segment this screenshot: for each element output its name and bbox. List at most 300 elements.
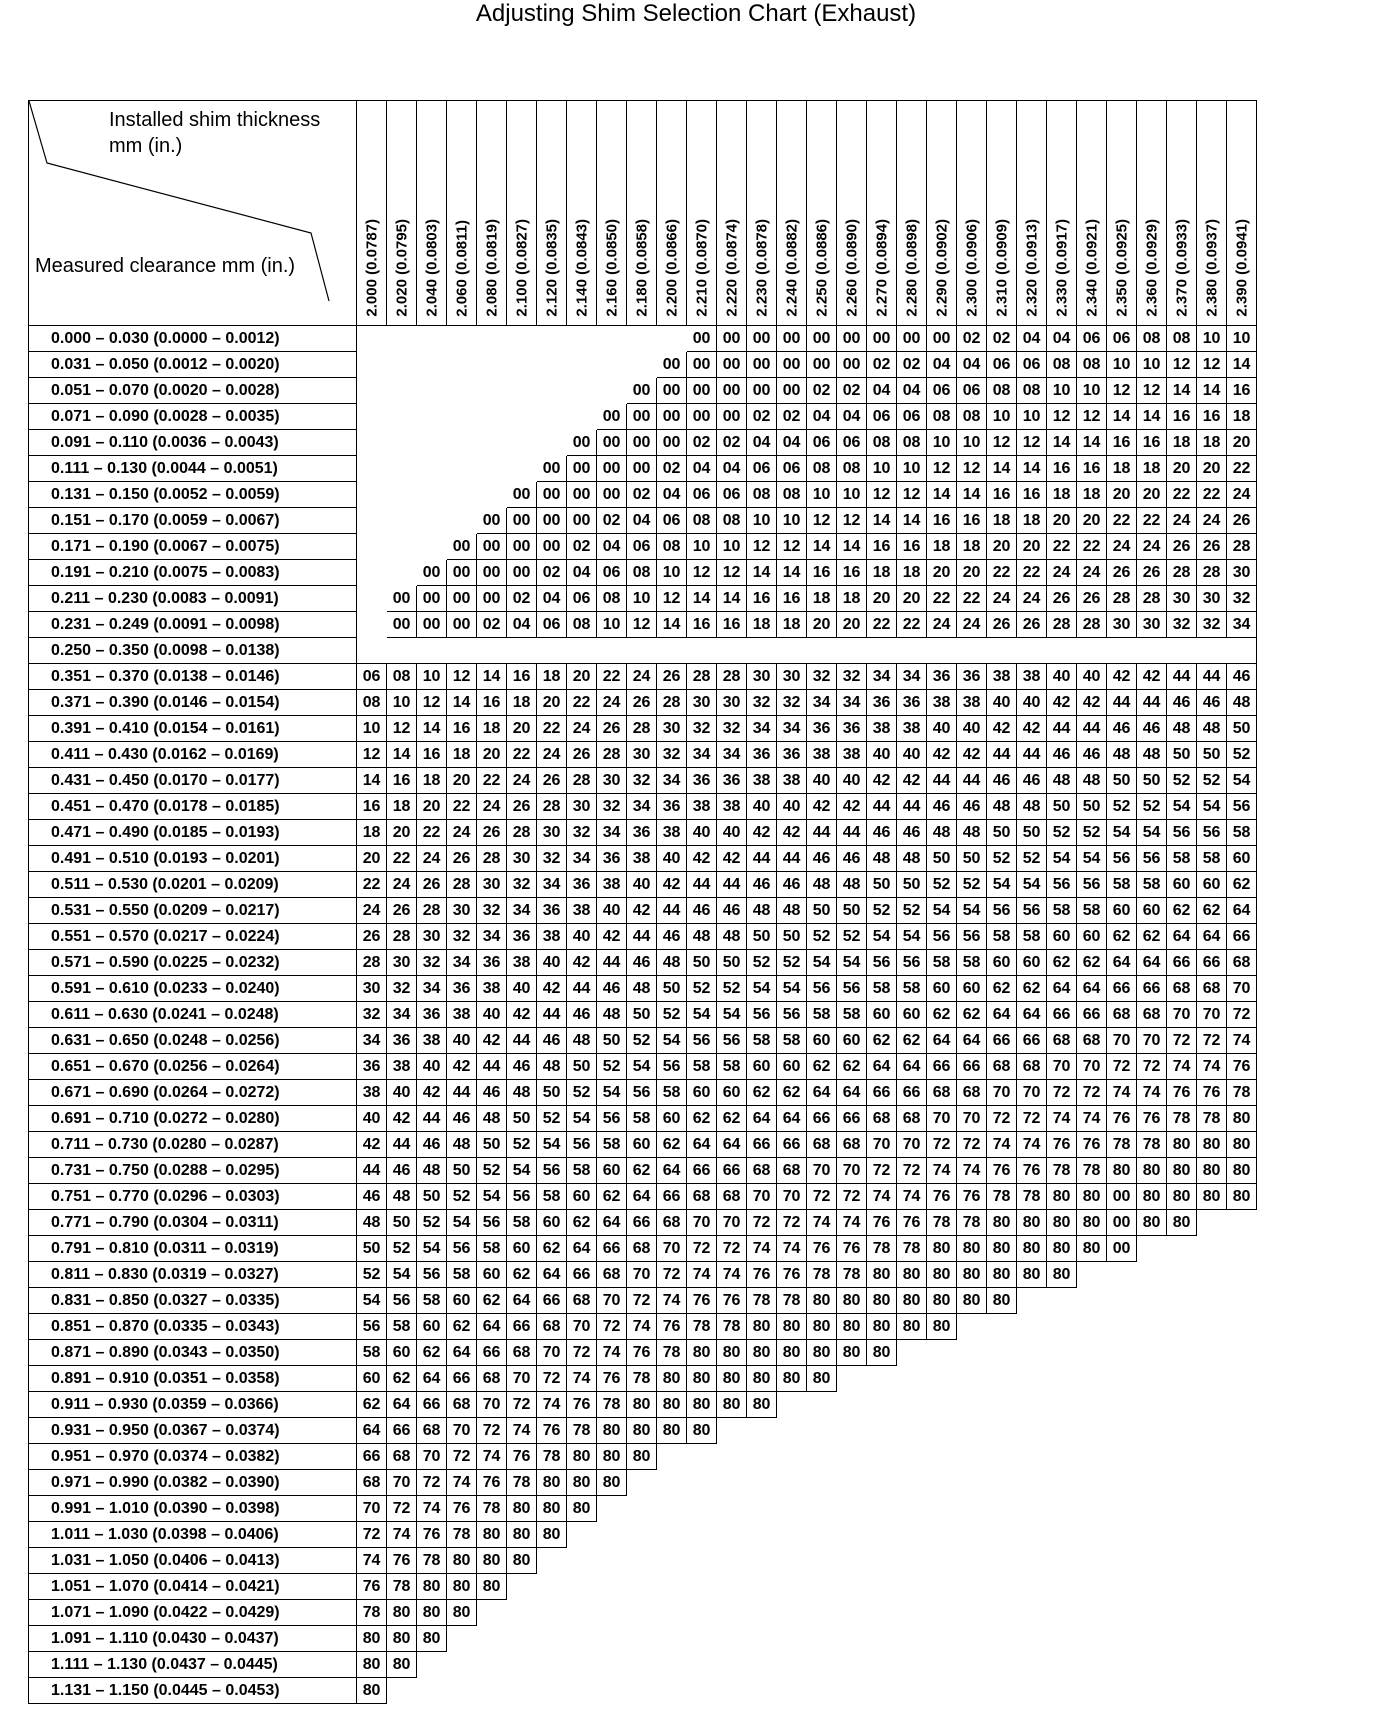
shim-cell xyxy=(1167,1470,1197,1496)
shim-cell: 70 xyxy=(1047,1054,1077,1080)
shim-cell: 18 xyxy=(507,690,537,716)
shim-cell: 72 xyxy=(1017,1106,1047,1132)
shim-cell: 38 xyxy=(537,924,567,950)
shim-cell xyxy=(957,1470,987,1496)
shim-cell: 24 xyxy=(417,846,447,872)
shim-cell: 42 xyxy=(687,846,717,872)
shim-cell: 70 xyxy=(387,1470,417,1496)
shim-cell xyxy=(1107,1522,1137,1548)
installed-shim-line2: mm (in.) xyxy=(109,135,183,157)
shim-cell: 54 xyxy=(1077,846,1107,872)
shim-cell xyxy=(747,1548,777,1574)
shim-cell xyxy=(957,1444,987,1470)
shim-cell xyxy=(807,1470,837,1496)
shim-cell: 48 xyxy=(957,820,987,846)
shim-cell xyxy=(1137,1366,1167,1392)
shim-cell: 34 xyxy=(657,768,687,794)
shim-cell: 76 xyxy=(837,1236,867,1262)
shim-cell: 60 xyxy=(747,1054,777,1080)
shim-cell: 32 xyxy=(387,976,417,1002)
shim-cell: 42 xyxy=(927,742,957,768)
shim-cell: 62 xyxy=(507,1262,537,1288)
shim-cell: 54 xyxy=(987,872,1017,898)
shim-cell xyxy=(447,430,477,456)
shim-cell xyxy=(837,1600,867,1626)
shim-cell: 58 xyxy=(1197,846,1227,872)
shim-cell: 80 xyxy=(477,1574,507,1600)
shim-cell xyxy=(1047,1288,1077,1314)
shim-cell xyxy=(1047,1418,1077,1444)
shim-cell: 20 xyxy=(477,742,507,768)
shim-cell: 24 xyxy=(597,690,627,716)
shim-cell: 10 xyxy=(1107,352,1137,378)
shim-cell xyxy=(627,1678,657,1704)
shim-cell: 02 xyxy=(897,352,927,378)
shim-cell: 80 xyxy=(1167,1158,1197,1184)
shim-cell: 00 xyxy=(717,378,747,404)
shim-cell: 46 xyxy=(627,950,657,976)
shim-cell: 44 xyxy=(807,820,837,846)
shim-cell: 14 xyxy=(687,586,717,612)
shim-cell: 80 xyxy=(567,1470,597,1496)
shim-cell xyxy=(657,1444,687,1470)
shim-cell: 66 xyxy=(837,1106,867,1132)
shim-cell xyxy=(387,482,417,508)
shim-cell: 40 xyxy=(867,742,897,768)
row-label: 0.591 – 0.610 (0.0233 – 0.0240) xyxy=(29,976,357,1002)
shim-cell xyxy=(417,456,447,482)
shim-cell: 36 xyxy=(837,716,867,742)
shim-cell: 40 xyxy=(417,1054,447,1080)
shim-cell: 30 xyxy=(777,664,807,690)
shim-cell xyxy=(1107,1470,1137,1496)
shim-cell: 52 xyxy=(777,950,807,976)
shim-cell: 44 xyxy=(1047,716,1077,742)
shim-cell: 16 xyxy=(927,508,957,534)
shim-cell: 18 xyxy=(1077,482,1107,508)
shim-cell: 46 xyxy=(1137,716,1167,742)
shim-cell: 80 xyxy=(1197,1158,1227,1184)
shim-cell: 02 xyxy=(597,508,627,534)
shim-cell: 24 xyxy=(567,716,597,742)
shim-cell: 46 xyxy=(807,846,837,872)
shim-cell xyxy=(987,1444,1017,1470)
shim-cell: 76 xyxy=(687,1288,717,1314)
shim-cell xyxy=(1017,1366,1047,1392)
shim-cell xyxy=(957,1496,987,1522)
shim-cell: 00 xyxy=(387,586,417,612)
shim-cell xyxy=(357,560,387,586)
shim-cell: 08 xyxy=(897,430,927,456)
shim-cell: 20 xyxy=(1137,482,1167,508)
shim-cell: 26 xyxy=(987,612,1017,638)
shim-cell: 14 xyxy=(1017,456,1047,482)
shim-cell: 18 xyxy=(1107,456,1137,482)
shim-cell: 16 xyxy=(807,560,837,586)
shim-cell: 40 xyxy=(1047,664,1077,690)
shim-cell: 28 xyxy=(1167,560,1197,586)
shim-cell: 30 xyxy=(1197,586,1227,612)
shim-cell: 36 xyxy=(657,794,687,820)
shim-cell xyxy=(357,534,387,560)
shim-cell xyxy=(1227,1210,1257,1236)
shim-cell xyxy=(807,1444,837,1470)
shim-cell: 54 xyxy=(927,898,957,924)
shim-cell: 68 xyxy=(1167,976,1197,1002)
shim-cell xyxy=(1227,1574,1257,1600)
shim-cell: 52 xyxy=(657,1002,687,1028)
shim-cell: 72 xyxy=(417,1470,447,1496)
shim-cell: 46 xyxy=(927,794,957,820)
shim-cell xyxy=(837,1444,867,1470)
shim-cell: 56 xyxy=(1047,872,1077,898)
shim-cell: 16 xyxy=(387,768,417,794)
shim-cell xyxy=(987,1470,1017,1496)
shim-cell: 44 xyxy=(1197,664,1227,690)
shim-cell: 80 xyxy=(417,1600,447,1626)
shim-cell: 18 xyxy=(1197,430,1227,456)
shim-cell: 60 xyxy=(1017,950,1047,976)
shim-cell: 36 xyxy=(537,898,567,924)
shim-cell: 64 xyxy=(747,1106,777,1132)
shim-cell: 26 xyxy=(357,924,387,950)
column-header xyxy=(687,101,717,326)
shim-cell: 32 xyxy=(567,820,597,846)
shim-cell: 04 xyxy=(957,352,987,378)
shim-cell: 30 xyxy=(357,976,387,1002)
shim-cell: 70 xyxy=(417,1444,447,1470)
shim-cell: 00 xyxy=(477,508,507,534)
shim-cell: 76 xyxy=(987,1158,1017,1184)
shim-cell: 32 xyxy=(717,716,747,742)
shim-cell: 80 xyxy=(447,1574,477,1600)
shim-cell: 32 xyxy=(357,1002,387,1028)
shim-cell: 58 xyxy=(1107,872,1137,898)
shim-cell: 42 xyxy=(1077,690,1107,716)
shim-cell xyxy=(1227,1392,1257,1418)
shim-cell xyxy=(1047,1678,1077,1704)
shim-cell: 28 xyxy=(567,768,597,794)
shim-cell: 80 xyxy=(1077,1184,1107,1210)
shim-cell: 60 xyxy=(807,1028,837,1054)
shim-cell: 80 xyxy=(1227,1184,1257,1210)
shim-cell: 74 xyxy=(1137,1080,1167,1106)
shim-cell: 14 xyxy=(897,508,927,534)
column-header xyxy=(567,101,597,326)
shim-cell: 14 xyxy=(1167,378,1197,404)
shim-cell: 12 xyxy=(1017,430,1047,456)
shim-cell: 48 xyxy=(357,1210,387,1236)
shim-cell: 40 xyxy=(927,716,957,742)
shim-cell: 50 xyxy=(957,846,987,872)
table-row xyxy=(29,1158,1257,1184)
shim-cell: 80 xyxy=(1167,1210,1197,1236)
shim-cell: 48 xyxy=(987,794,1017,820)
shim-cell xyxy=(747,1418,777,1444)
shim-cell: 66 xyxy=(657,1184,687,1210)
shim-cell: 56 xyxy=(567,1132,597,1158)
shim-cell: 44 xyxy=(597,950,627,976)
shim-cell: 80 xyxy=(597,1444,627,1470)
shim-cell xyxy=(1107,1444,1137,1470)
shim-cell: 56 xyxy=(1167,820,1197,846)
shim-cell: 80 xyxy=(657,1418,687,1444)
shim-cell: 64 xyxy=(1107,950,1137,976)
shim-cell: 46 xyxy=(477,1080,507,1106)
shim-cell: 18 xyxy=(867,560,897,586)
shim-cell: 52 xyxy=(927,872,957,898)
shim-cell: 02 xyxy=(987,326,1017,352)
column-header xyxy=(1227,101,1257,326)
shim-cell: 70 xyxy=(597,1288,627,1314)
shim-cell: 52 xyxy=(627,1028,657,1054)
shim-cell: 22 xyxy=(1227,456,1257,482)
shim-cell xyxy=(1137,1522,1167,1548)
shim-cell: 38 xyxy=(567,898,597,924)
shim-cell: 80 xyxy=(537,1522,567,1548)
shim-cell: 64 xyxy=(807,1080,837,1106)
shim-cell: 66 xyxy=(537,1288,567,1314)
shim-cell: 62 xyxy=(1107,924,1137,950)
shim-cell: 32 xyxy=(1197,612,1227,638)
shim-cell xyxy=(687,1574,717,1600)
shim-cell: 38 xyxy=(837,742,867,768)
shim-cell: 46 xyxy=(1227,664,1257,690)
shim-cell: 26 xyxy=(387,898,417,924)
shim-cell: 42 xyxy=(477,1028,507,1054)
shim-cell: 68 xyxy=(747,1158,777,1184)
row-label: 0.791 – 0.810 (0.0311 – 0.0319) xyxy=(29,1236,357,1262)
shim-cell: 02 xyxy=(837,378,867,404)
shim-cell: 80 xyxy=(1047,1262,1077,1288)
column-header xyxy=(1047,101,1077,326)
shim-cell: 22 xyxy=(1047,534,1077,560)
shim-cell: 10 xyxy=(1047,378,1077,404)
shim-cell xyxy=(1227,1444,1257,1470)
shim-cell xyxy=(567,1574,597,1600)
shim-cell: 74 xyxy=(1227,1028,1257,1054)
shim-cell: 54 xyxy=(717,1002,747,1028)
shim-cell: 14 xyxy=(657,612,687,638)
shim-cell xyxy=(1107,1652,1137,1678)
shim-selection-table xyxy=(28,100,1257,1704)
shim-cell xyxy=(1197,1210,1227,1236)
shim-cell xyxy=(387,534,417,560)
shim-cell: 30 xyxy=(417,924,447,950)
shim-cell: 10 xyxy=(927,430,957,456)
shim-cell xyxy=(627,1626,657,1652)
shim-cell xyxy=(717,1470,747,1496)
shim-cell: 10 xyxy=(657,560,687,586)
shim-cell: 22 xyxy=(897,612,927,638)
shim-cell xyxy=(1197,1496,1227,1522)
shim-cell: 00 xyxy=(807,352,837,378)
shim-cell: 76 xyxy=(387,1548,417,1574)
column-header-label: 2.200 (0.0866) xyxy=(663,219,680,317)
shim-cell: 40 xyxy=(477,1002,507,1028)
shim-cell: 80 xyxy=(927,1314,957,1340)
shim-cell: 80 xyxy=(927,1236,957,1262)
shim-cell: 28 xyxy=(537,794,567,820)
shim-cell xyxy=(387,1678,417,1704)
shim-cell xyxy=(507,352,537,378)
shim-cell: 62 xyxy=(357,1392,387,1418)
shim-cell: 76 xyxy=(1047,1132,1077,1158)
shim-cell xyxy=(507,1626,537,1652)
column-header-label: 2.160 (0.0850) xyxy=(603,219,620,317)
shim-cell xyxy=(807,1600,837,1626)
shim-cell: 80 xyxy=(687,1366,717,1392)
shim-cell: 62 xyxy=(627,1158,657,1184)
shim-cell xyxy=(927,1366,957,1392)
shim-cell: 64 xyxy=(1017,1002,1047,1028)
shim-cell: 80 xyxy=(867,1340,897,1366)
shim-cell: 12 xyxy=(447,664,477,690)
shim-cell xyxy=(1077,1340,1107,1366)
shim-cell: 80 xyxy=(957,1288,987,1314)
shim-cell: 70 xyxy=(1137,1028,1167,1054)
shim-cell: 00 xyxy=(1107,1184,1137,1210)
shim-cell xyxy=(747,1652,777,1678)
shim-cell: 68 xyxy=(837,1132,867,1158)
shim-cell: 80 xyxy=(567,1444,597,1470)
shim-cell xyxy=(807,1652,837,1678)
shim-cell xyxy=(1197,1236,1227,1262)
shim-cell: 66 xyxy=(477,1340,507,1366)
shim-cell: 06 xyxy=(807,430,837,456)
shim-cell xyxy=(627,1574,657,1600)
shim-cell: 78 xyxy=(687,1314,717,1340)
shim-cell: 18 xyxy=(357,820,387,846)
shim-cell: 38 xyxy=(1017,664,1047,690)
table-row xyxy=(29,846,1257,872)
shim-cell xyxy=(747,1600,777,1626)
shim-cell: 60 xyxy=(1107,898,1137,924)
shim-cell: 24 xyxy=(1107,534,1137,560)
shim-cell: 78 xyxy=(987,1184,1017,1210)
shim-cell xyxy=(357,586,387,612)
shim-cell: 70 xyxy=(567,1314,597,1340)
shim-cell: 46 xyxy=(1167,690,1197,716)
shim-cell: 40 xyxy=(627,872,657,898)
shim-cell: 00 xyxy=(897,326,927,352)
shim-cell: 60 xyxy=(627,1132,657,1158)
shim-cell xyxy=(987,1678,1017,1704)
shim-cell xyxy=(1077,1548,1107,1574)
shim-cell: 80 xyxy=(747,1314,777,1340)
shim-cell: 68 xyxy=(867,1106,897,1132)
shim-cell xyxy=(1227,1314,1257,1340)
shim-cell: 00 xyxy=(687,404,717,430)
shim-cell: 10 xyxy=(777,508,807,534)
column-header-label: 2.270 (0.0894) xyxy=(873,219,890,317)
shim-cell: 60 xyxy=(717,1080,747,1106)
shim-cell: 78 xyxy=(387,1574,417,1600)
shim-cell: 60 xyxy=(957,976,987,1002)
table-row xyxy=(29,1028,1257,1054)
shim-cell: 52 xyxy=(957,872,987,898)
shim-cell xyxy=(897,1340,927,1366)
shim-cell: 50 xyxy=(1017,820,1047,846)
shim-cell xyxy=(537,430,567,456)
column-header xyxy=(1137,101,1167,326)
shim-cell: 50 xyxy=(597,1028,627,1054)
table-row xyxy=(29,664,1257,690)
shim-cell: 42 xyxy=(1107,664,1137,690)
shim-cell xyxy=(507,1652,537,1678)
shim-cell: 78 xyxy=(1107,1132,1137,1158)
shim-cell xyxy=(957,1314,987,1340)
shim-cell: 32 xyxy=(507,872,537,898)
shim-cell: 52 xyxy=(837,924,867,950)
shim-cell: 66 xyxy=(1137,976,1167,1002)
shim-cell: 78 xyxy=(417,1548,447,1574)
shim-cell: 52 xyxy=(387,1236,417,1262)
shim-cell: 80 xyxy=(987,1288,1017,1314)
shim-cell: 18 xyxy=(387,794,417,820)
shim-cell: 18 xyxy=(537,664,567,690)
shim-cell: 72 xyxy=(447,1444,477,1470)
row-label: 0.171 – 0.190 (0.0067 – 0.0075) xyxy=(29,534,357,560)
shim-cell: 58 xyxy=(1137,872,1167,898)
shim-cell: 00 xyxy=(837,352,867,378)
shim-cell: 08 xyxy=(867,430,897,456)
shim-cell xyxy=(1107,1392,1137,1418)
shim-cell: 54 xyxy=(657,1028,687,1054)
shim-cell xyxy=(717,1652,747,1678)
shim-cell xyxy=(447,404,477,430)
shim-cell xyxy=(357,508,387,534)
shim-cell xyxy=(687,1548,717,1574)
shim-cell: 10 xyxy=(597,612,627,638)
shim-cell: 48 xyxy=(627,976,657,1002)
shim-cell: 68 xyxy=(387,1444,417,1470)
shim-cell: 76 xyxy=(597,1366,627,1392)
shim-cell xyxy=(1167,1444,1197,1470)
shim-cell xyxy=(1227,1262,1257,1288)
shim-cell: 40 xyxy=(717,820,747,846)
shim-cell: 38 xyxy=(867,716,897,742)
row-label: 0.111 – 0.130 (0.0044 – 0.0051) xyxy=(29,456,357,482)
shim-cell xyxy=(597,1678,627,1704)
shim-cell: 80 xyxy=(627,1418,657,1444)
shim-cell: 20 xyxy=(897,586,927,612)
shim-cell: 54 xyxy=(387,1262,417,1288)
shim-cell: 62 xyxy=(807,1054,837,1080)
shim-cell: 24 xyxy=(447,820,477,846)
shim-cell: 42 xyxy=(537,976,567,1002)
shim-cell: 00 xyxy=(447,534,477,560)
shim-cell: 36 xyxy=(477,950,507,976)
shim-cell: 34 xyxy=(687,742,717,768)
shim-cell: 48 xyxy=(417,1158,447,1184)
shim-cell xyxy=(1197,1600,1227,1626)
shim-cell xyxy=(1077,1522,1107,1548)
shim-cell: 48 xyxy=(747,898,777,924)
shim-cell: 68 xyxy=(447,1392,477,1418)
shim-cell: 40 xyxy=(897,742,927,768)
shim-cell xyxy=(837,1418,867,1444)
shim-cell: 42 xyxy=(987,716,1017,742)
shim-cell: 00 xyxy=(387,612,417,638)
shim-cell: 36 xyxy=(927,664,957,690)
shim-cell: 74 xyxy=(1047,1106,1077,1132)
shim-cell: 40 xyxy=(537,950,567,976)
shim-cell: 26 xyxy=(1077,586,1107,612)
shim-cell xyxy=(1077,1574,1107,1600)
shim-cell xyxy=(1047,1600,1077,1626)
shim-cell: 00 xyxy=(507,508,537,534)
